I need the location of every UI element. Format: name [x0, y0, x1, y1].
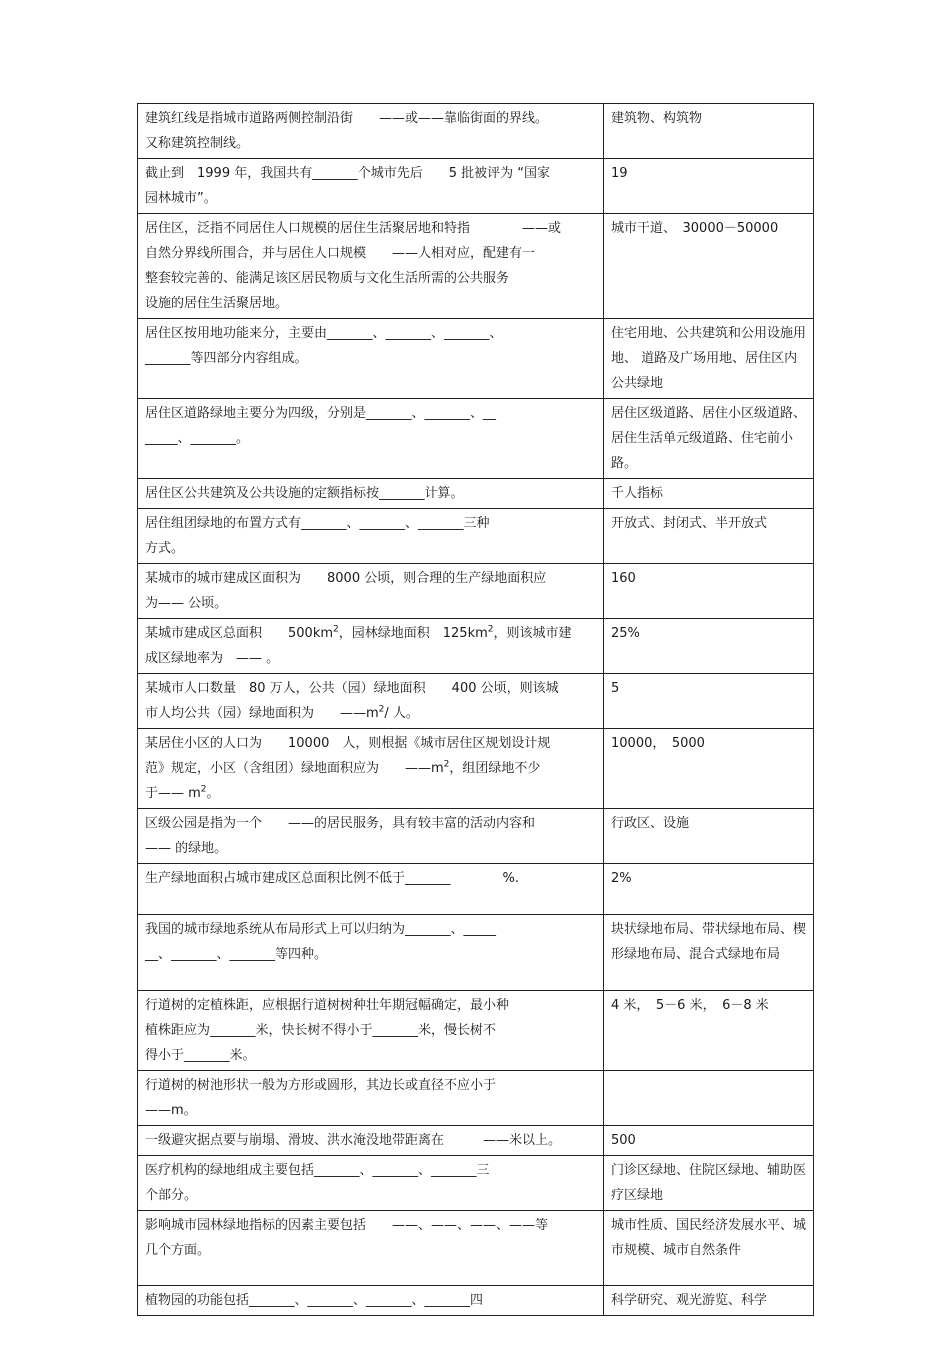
table-row — [138, 915, 814, 991]
table-row — [138, 399, 814, 479]
answer-cell: 10000， 5000 — [604, 729, 814, 809]
table-row — [138, 619, 814, 674]
table-row — [138, 509, 814, 564]
table-row — [138, 104, 814, 159]
table-row — [138, 1211, 814, 1286]
table-row — [138, 159, 814, 214]
question-cell: 某城市建成区总面积 $500km^2$，园林绿地面积 $125km^2$，则该城市建 成区绿地率为 —— 。 — [138, 619, 604, 674]
answer-cell: 开放式、封闭式、半开放式 — [604, 509, 814, 564]
table-row — [138, 214, 814, 319]
question-cell: 区级公园是指为一个 ——的居民服务，具有较丰富的活动内容和 —— 的绿地。 — [138, 809, 604, 864]
question-cell: 一级避灾据点要与崩塌、滑坡、洪水淹没地带距离在 ——米以上。 — [138, 1126, 604, 1156]
table-row — [138, 1156, 814, 1211]
answer-cell: 住宅用地、公共建筑和公用设施用地、 道路及广场用地、居住区内公共绿地 — [604, 319, 814, 399]
answer-cell: 行政区、设施 — [604, 809, 814, 864]
answer-cell: 4 米， 5－6 米， 6－8 米 — [604, 991, 814, 1071]
table-row — [138, 564, 814, 619]
question-cell: 居住区按用地功能来分，主要由_______、_______、_______、 _______等四部分内容组成。 — [138, 319, 604, 399]
answer-cell: 25% — [604, 619, 814, 674]
question-answer-table — [137, 103, 814, 1316]
table-row — [138, 319, 814, 399]
question-table-container — [137, 103, 814, 1316]
answer-cell: 科学研究、观光游览、科学 — [604, 1286, 814, 1316]
question-cell: 建筑红线是指城市道路两侧控制沿街 ——或——靠临街面的界线。 又称建筑控制线。 — [138, 104, 604, 159]
answer-cell: 城市性质、国民经济发展水平、城市规模、城市自然条件 — [604, 1211, 814, 1286]
answer-cell: 块状绿地布局、带状绿地布局、楔形绿地布局、混合式绿地布局 — [604, 915, 814, 991]
table-row — [138, 1286, 814, 1316]
table-row — [138, 809, 814, 864]
answer-cell: 5 — [604, 674, 814, 729]
question-cell: 行道树的树池形状一般为方形或圆形，其边长或直径不应小于 ——m。 — [138, 1071, 604, 1126]
question-cell: 我国的城市绿地系统从布局形式上可以归纳为_______、_____ __、_______、_______等四种。 — [138, 915, 604, 991]
table-row — [138, 729, 814, 809]
answer-cell: 2% — [604, 864, 814, 915]
table-row — [138, 864, 814, 915]
answer-cell: 500 — [604, 1126, 814, 1156]
answer-cell: 门诊区绿地、住院区绿地、辅助医疗区绿地 — [604, 1156, 814, 1211]
question-cell: 截止到 1999 年，我国共有_______个城市先后 5 批被评为 “国家 园林城市”。 — [138, 159, 604, 214]
question-cell: 某居住小区的人口为 10000 人，则根据《城市居住区规划设计规 范》规定，小区（含组团）绿地面积应为 $——m^2$，组团绿地不少 于—— $m^2$。 — [138, 729, 604, 809]
table-row — [138, 1071, 814, 1126]
answer-cell: 160 — [604, 564, 814, 619]
question-cell: 某城市人口数量 80 万人，公共（园）绿地面积 400 公顷，则该城 市人均公共（园）绿地面积为 $——m^2/$ 人。 — [138, 674, 604, 729]
answer-cell: 19 — [604, 159, 814, 214]
answer-cell: 千人指标 — [604, 479, 814, 509]
question-cell: 医疗机构的绿地组成主要包括_______、_______、_______三 个部分。 — [138, 1156, 604, 1211]
question-cell: 某城市的城市建成区面积为 8000 公顷，则合理的生产绿地面积应 为—— 公顷。 — [138, 564, 604, 619]
question-cell: 居住区道路绿地主要分为四级，分别是_______、_______、__ _____、_______。 — [138, 399, 604, 479]
answer-cell: 居住区级道路、居住小区级道路、居住生活单元级道路、住宅前小路。 — [604, 399, 814, 479]
answer-cell — [604, 1071, 814, 1126]
question-cell: 生产绿地面积占城市建成区总面积比例不低于_______ %. — [138, 864, 604, 915]
question-cell: 居住区公共建筑及公共设施的定额指标按_______计算。 — [138, 479, 604, 509]
table-row — [138, 1126, 814, 1156]
answer-cell: 城市干道、 30000－50000 — [604, 214, 814, 319]
question-cell: 影响城市园林绿地指标的因素主要包括 ——、——、——、——等 几个方面。 — [138, 1211, 604, 1286]
table-row — [138, 479, 814, 509]
answer-cell: 建筑物、构筑物 — [604, 104, 814, 159]
table-row — [138, 674, 814, 729]
question-cell: 植物园的功能包括_______、_______、_______、_______四 — [138, 1286, 604, 1316]
question-cell: 居住组团绿地的布置方式有_______、_______、_______三种 方式。 — [138, 509, 604, 564]
question-cell: 行道树的定植株距，应根据行道树树种壮年期冠幅确定，最小种 植株距应为_______米，快长树不得小于_______米，慢长树不 得小于_______米。 — [138, 991, 604, 1071]
question-cell: 居住区，泛指不同居住人口规模的居住生活聚居地和特指 ——或 自然分界线所围合，并与居住人口规模 ——人相对应，配建有一 整套较完善的、能满足该区居民物质与文化生活所需的公共服务 设施的居住生活聚居地。 — [138, 214, 604, 319]
table-row — [138, 991, 814, 1071]
